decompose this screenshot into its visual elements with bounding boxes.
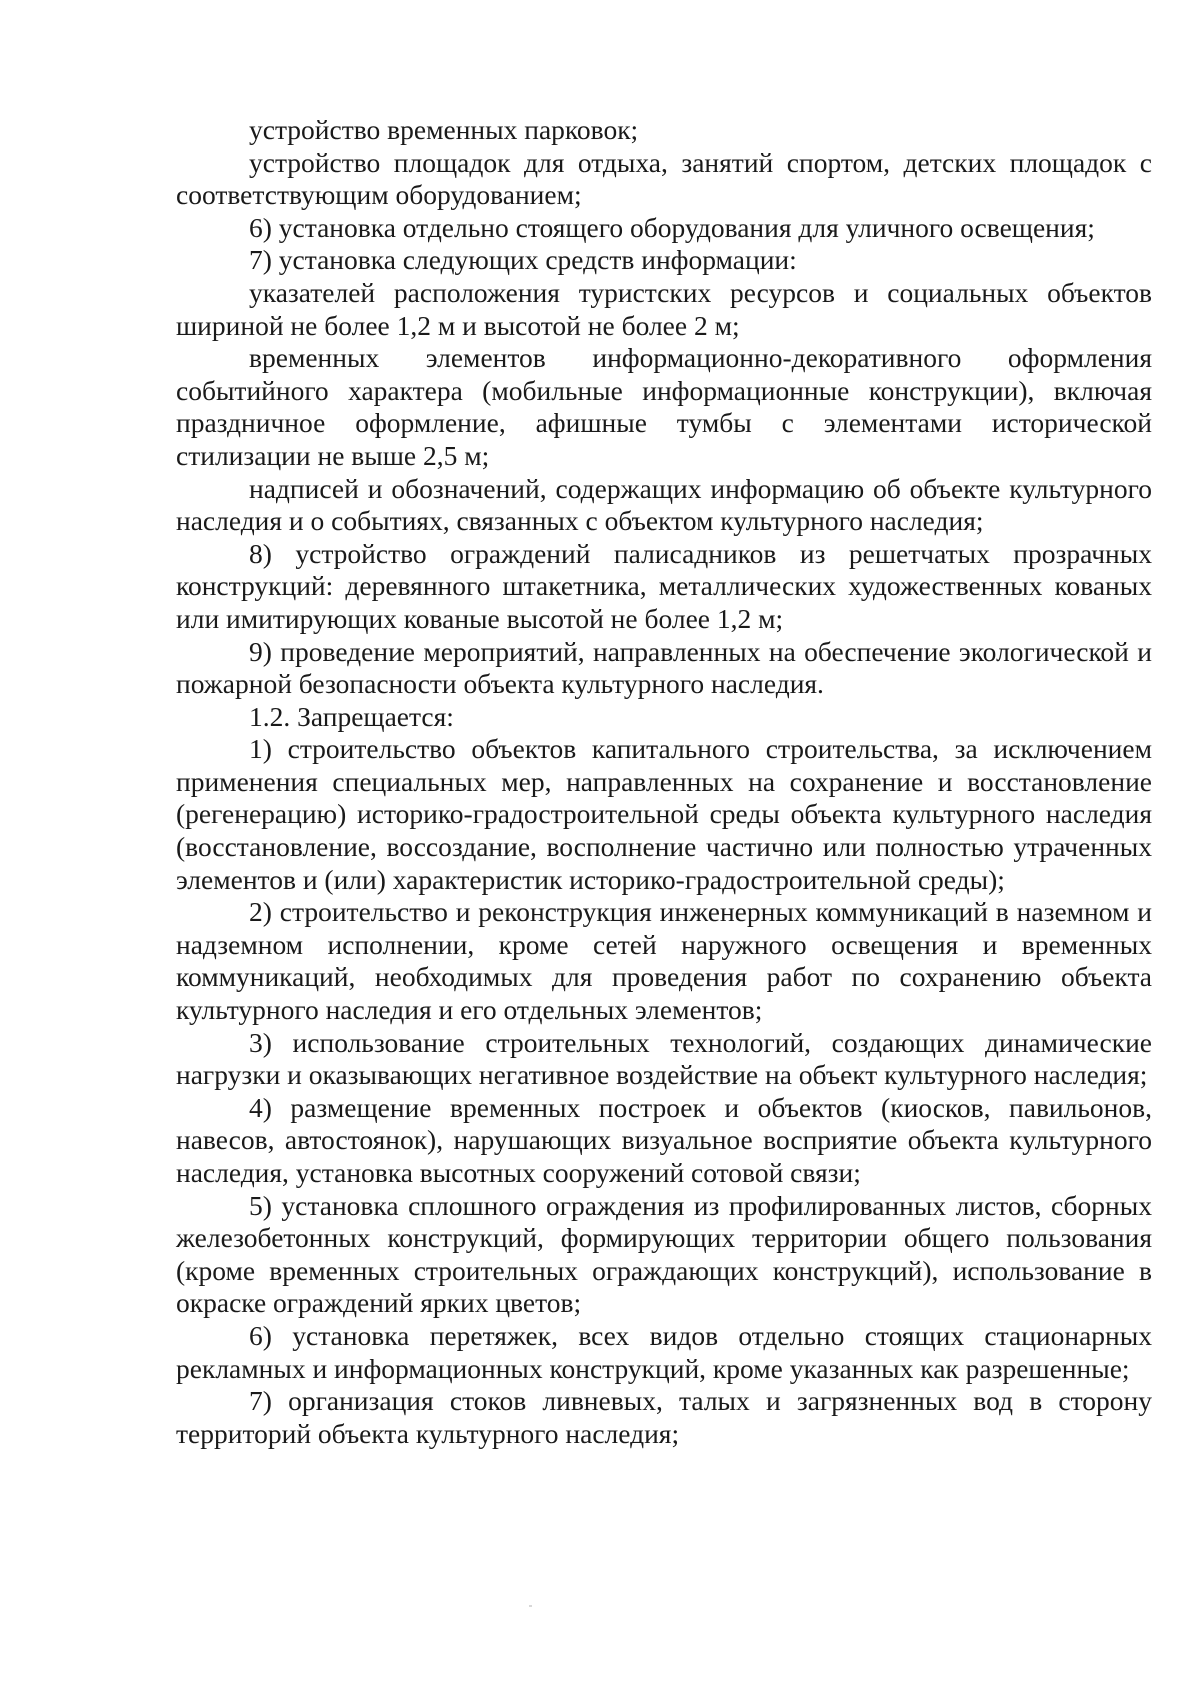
paragraph-item-9-safety-measures: 9) проведение мероприятий, направленных на обеспечение экологической и пожарной безопасности объекта культурного наследия.	[176, 635, 1152, 700]
paragraph-tourist-signs: указателей расположения туристских ресурсов и социальных объектов шириной не более 1,2 м и высотой не более 2 м;	[176, 276, 1152, 341]
paragraph-recreation-areas: устройство площадок для отдыха, занятий спортом, детских площадок с соответствующим оборудованием;	[176, 146, 1152, 211]
paragraph-inscriptions: надписей и обозначений, содержащих информацию об объекте культурного наследия и о событиях, связанных с объектом культурного наследия;	[176, 472, 1152, 537]
paragraph-prohibited-4-temporary-structures: 4) размещение временных построек и объектов (киосков, павильонов, навесов, автостоянок), нарушающих визуальное восприятие объекта культурного наследия, установка высотных сооружений сотовой связи;	[176, 1091, 1152, 1188]
paragraph-prohibited-5-solid-fencing: 5) установка сплошного ограждения из профилированных листов, сборных железобетонных конструкций, формирующих территории общего пользования (кроме временных строительных ограждающих конструкций), использование в окраске ограждений ярких цветов;	[176, 1189, 1152, 1319]
paragraph-prohibited-6-advertising: 6) установка перетяжек, всех видов отдельно стоящих стационарных рекламных и информационных конструкций, кроме указанных как разрешенные;	[176, 1319, 1152, 1384]
paragraph-prohibited-2-engineering: 2) строительство и реконструкция инженерных коммуникаций в наземном и надземном исполнении, кроме сетей наружного освещения и временных коммуникаций, необходимых для проведения работ по сохранению объекта культурного наследия и его отдельных элементов;	[176, 896, 1152, 1026]
paragraph-item-8-fences: 8) устройство ограждений палисадников из решетчатых прозрачных конструкций: деревянного штакетника, металлических художественных кованых или имитирующих кованые высотой не более 1,2 м;	[176, 537, 1152, 634]
paragraph-temporary-decor-elements: временных элементов информационно-декоративного оформления событийного характера (мобильные информационные конструкции), включая праздничное оформление, афишные тумбы с элементами исторической стилизации не выше 2,5 м;	[176, 342, 1152, 471]
paragraph-prohibited-1-construction: 1) строительство объектов капитального строительства, за исключением применения специальных мер, направленных на сохранение и восстановление (регенерацию) историко-градостроительной среды объекта культурного наследия (восстановление, воссоздание, восполнение частично или полностью утраченных элементов и (или) характеристик историко-градостроительной среды);	[176, 733, 1152, 895]
document-body	[176, 114, 1152, 1450]
paragraph-prohibited-7-drainage: 7) организация стоков ливневых, талых и загрязненных вод в сторону территорий объекта культурного наследия;	[176, 1385, 1152, 1449]
section-heading-1-2-prohibited: 1.2. Запрещается:	[249, 700, 454, 732]
paragraph-item-7-information-means: 7) установка следующих средств информации:	[249, 244, 797, 276]
paragraph-item-6-street-lighting: 6) установка отдельно стоящего оборудования для уличного освещения;	[249, 211, 1095, 243]
paragraph-prohibited-3-technologies: 3) использование строительных технологий, создающих динамические нагрузки и оказывающих негативное воздействие на объект культурного наследия;	[176, 1026, 1152, 1091]
scan-speck	[529, 1605, 532, 1607]
paragraph-temporary-parking: устройство временных парковок;	[249, 114, 639, 145]
